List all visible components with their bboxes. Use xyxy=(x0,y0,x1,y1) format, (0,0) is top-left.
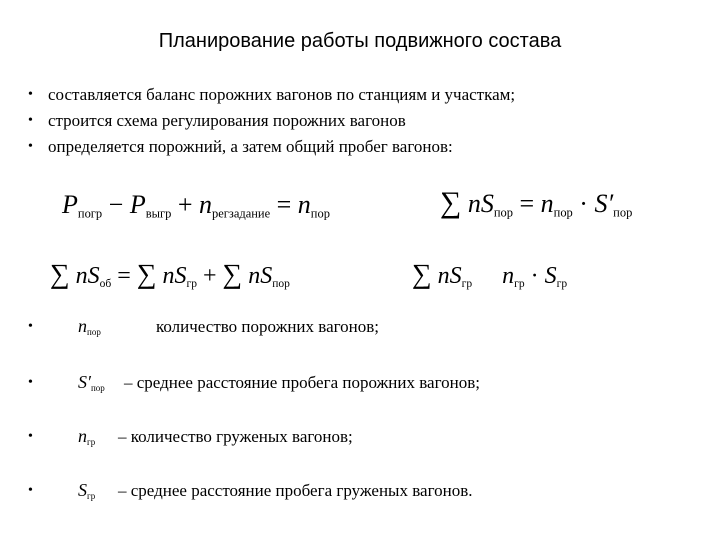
bullet-dot-icon: • xyxy=(28,318,33,334)
definition-text: – среднее расстояние пробега порожних вагонов; xyxy=(124,372,480,392)
bullet-item xyxy=(28,108,515,134)
definition-symbol: $n_{пор}$ xyxy=(78,316,101,338)
bullet-dot-icon: • xyxy=(28,428,33,444)
definition-symbol: $S'_{пор}$ xyxy=(78,372,105,394)
definition-item xyxy=(28,372,480,393)
definition-item xyxy=(28,316,379,337)
bullet-text: определяется порожний, а затем общий пробег вагонов: xyxy=(48,137,453,156)
bullet-dot-icon: • xyxy=(28,113,33,128)
definition-symbol: $n_{гр}$ xyxy=(78,426,96,448)
definition-item xyxy=(28,426,353,447)
definition-text: – среднее расстояние пробега груженых вагонов. xyxy=(118,480,473,500)
bullet-text: составляется баланс порожних вагонов по станциям и участкам; xyxy=(48,85,516,104)
formula-total-run: ∑ $nS_{об}$ = ∑ $nS_{гр}$ + ∑ $nS_{пор}$ xyxy=(50,258,290,291)
bullet-item xyxy=(28,82,515,108)
definition-item xyxy=(28,480,473,501)
definitions-list xyxy=(28,310,708,520)
bullet-dot-icon: • xyxy=(28,87,33,102)
definition-text: – количество груженых вагонов; xyxy=(118,426,353,446)
formula-empty-run: ∑ $nS_{пор} = n_{пор} \cdot S'_{пор}$ xyxy=(440,186,633,220)
bullet-dot-icon: • xyxy=(28,374,33,390)
bullet-text: строится схема регулирования порожних вагонов xyxy=(48,111,406,130)
bullet-dot-icon: • xyxy=(28,482,33,498)
slide-title: Планирование работы подвижного состава xyxy=(158,30,562,52)
formula-balance: $P_{погр} - P_{выгр} + n_{регзадание} = n_{пор}$ xyxy=(62,190,330,221)
definition-text: количество порожних вагонов; xyxy=(156,316,380,336)
bullet-dot-icon: • xyxy=(28,139,33,154)
bullet-item xyxy=(28,134,515,160)
formula-loaded-run: ∑ $nS_{гр}$ $n_{гр} \cdot S_{гр}$ xyxy=(412,258,568,291)
definition-symbol: $S_{гр}$ xyxy=(78,480,96,502)
bullet-list xyxy=(28,82,515,160)
